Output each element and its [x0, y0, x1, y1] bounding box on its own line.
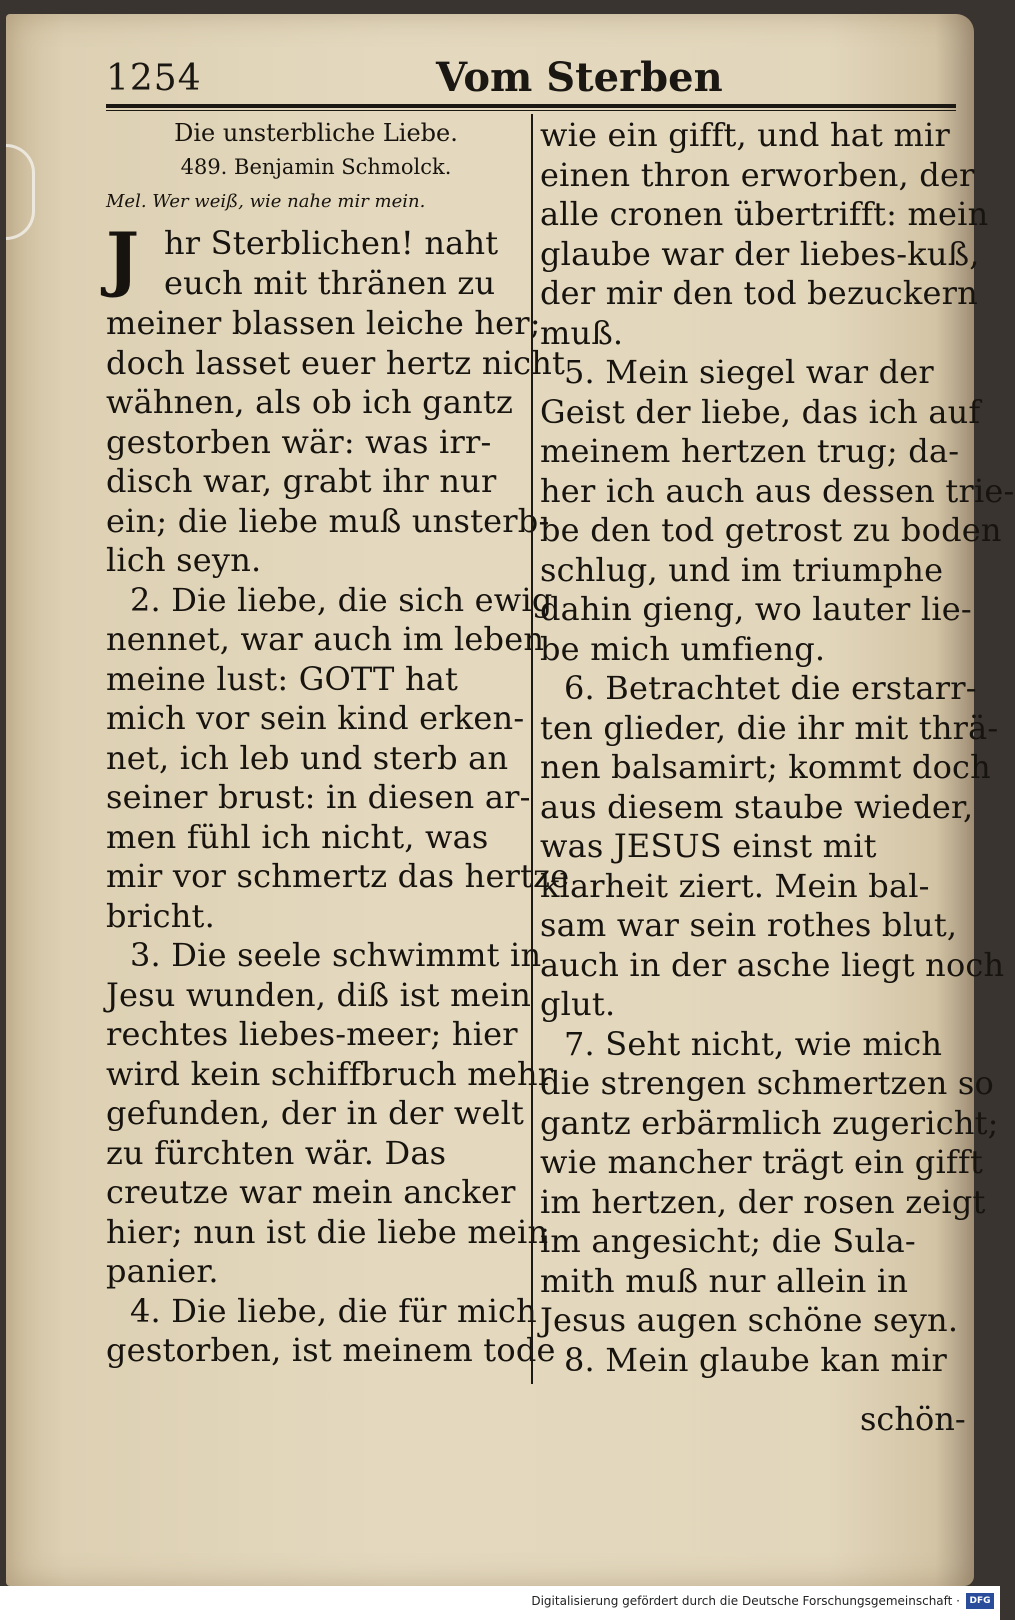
text-line: dahin gieng, wo lauter lie- — [540, 590, 972, 628]
text-line: die strengen schmertzen so — [540, 1064, 995, 1102]
text-line: sam war sein rothes blut, — [540, 906, 958, 944]
text-line: wie ein gifft, und hat mir — [540, 116, 950, 154]
melody-line: Mel. Wer weiß, wie nahe mir mein. — [106, 191, 426, 212]
text-line: disch war, grabt ihr nur — [106, 462, 497, 500]
text-line: auch in der asche liegt noch — [540, 945, 1005, 984]
text-line: lich seyn. — [106, 541, 262, 579]
text-line: 5. Mein siegel war der — [564, 353, 934, 391]
text-line: doch lasset euer hertz nicht — [106, 343, 566, 382]
text-line: hier; nun ist die liebe mein — [106, 1212, 549, 1251]
text-line: der mir den tod bezuckern — [540, 274, 978, 312]
text-line: gestorben, ist meinem tode — [106, 1331, 556, 1369]
text-line: Geist der liebe, das ich auf — [540, 392, 981, 431]
text-line: einen thron erworben, der — [540, 155, 975, 194]
text-line: Jesu wunden, diß ist mein — [106, 975, 532, 1014]
text-line: seiner brust: in diesen ar- — [106, 778, 531, 816]
text-line: aus diesem staube wieder, — [540, 787, 974, 826]
text-line: creutze war mein ancker — [106, 1173, 516, 1211]
dfg-logo-icon: DFG — [966, 1593, 994, 1609]
text-line: wähnen, als ob ich gantz — [106, 383, 514, 421]
text-line: wie mancher trägt ein gifft — [540, 1143, 984, 1181]
text-line: 8. Mein glaube kan mir — [564, 1340, 947, 1379]
text-line: was JESUS einst mit — [540, 827, 877, 865]
text-line: zu fürchten wär. Das — [106, 1133, 447, 1172]
text-line: mich vor sein kind erken- — [106, 699, 525, 737]
text-line: im hertzen, der rosen zeigt — [540, 1182, 986, 1221]
text-line: net, ich leb und sterb an — [106, 738, 509, 777]
running-title: Vom Sterben — [436, 54, 723, 101]
text-line: gantz erbärmlich zugericht; — [540, 1103, 999, 1142]
page-header — [106, 54, 956, 106]
right-text-lines — [540, 116, 1015, 1380]
text-line: gefunden, der in der welt — [106, 1094, 525, 1132]
text-line: glaube war der liebes-kuß, — [540, 234, 980, 273]
text-line: klarheit ziert. Mein bal- — [540, 866, 930, 905]
text-line: schlug, und im triumphe — [540, 550, 944, 589]
right-column — [540, 116, 1015, 1380]
header-rule — [106, 104, 956, 108]
text-line: 3. Die seele schwimmt in — [130, 936, 542, 974]
text-line: alle cronen übertrifft: mein — [540, 195, 989, 233]
catchword: schön- — [860, 1400, 966, 1438]
text-line: 6. Betrachtet die erstarr- — [564, 669, 977, 707]
hymn-number-author: 489. Benjamin Schmolck. — [180, 155, 452, 179]
text-line: ein; die liebe muß unsterb- — [106, 501, 550, 540]
text-line: her ich auch aus dessen trie- — [540, 471, 1015, 510]
text-line: Jesus augen schöne seyn. — [540, 1301, 959, 1339]
text-line: 2. Die liebe, die sich ewig — [130, 580, 553, 619]
text-line: 7. Seht nicht, wie mich — [564, 1024, 943, 1063]
text-line: muß. — [540, 313, 624, 352]
text-line: panier. — [106, 1252, 219, 1290]
hymn-opening — [106, 217, 526, 303]
paper-clip — [6, 144, 35, 240]
text-line: gestorben wär: was irr- — [106, 422, 492, 461]
text-line: ten glieder, die ihr mit thrä- — [540, 708, 999, 747]
text-line: wird kein schiffbruch mehr — [106, 1054, 554, 1093]
drop-cap: J — [106, 217, 140, 300]
text-line: meiner blassen leiche her; — [106, 304, 541, 342]
text-line: meinem hertzen trug; da- — [540, 432, 960, 470]
text-line: nen balsamirt; kommt doch — [540, 748, 991, 786]
left-text-lines — [106, 304, 570, 1371]
text-line: glut. — [540, 985, 616, 1023]
text-line: hr Sterblichen! naht — [164, 224, 499, 262]
text-line: meine lust: GOTT hat — [106, 659, 459, 698]
header-rule-thin — [106, 110, 956, 111]
text-line: 4. Die liebe, die für mich — [130, 1291, 537, 1330]
column-divider — [531, 114, 533, 1384]
text-line: mir vor schmertz das hertze — [106, 857, 570, 895]
footer-credit: Digitalisierung gefördert durch die Deutsche Forschungsgemeinschaft · — [531, 1594, 960, 1608]
text-line: rechtes liebes-meer; hier — [106, 1015, 518, 1053]
text-line: bricht. — [106, 896, 215, 935]
text-line: nennet, war auch im leben — [106, 620, 545, 658]
text-line: mith muß nur allein in — [540, 1261, 909, 1300]
left-column — [106, 116, 570, 1371]
hymn-title: Die unsterbliche Liebe. — [174, 119, 458, 147]
page-number: 1254 — [106, 58, 202, 99]
text-line: be mich umfieng. — [540, 629, 826, 668]
text-line: euch mit thränen zu — [164, 263, 496, 302]
text-line: men fühl ich nicht, was — [106, 817, 489, 856]
text-line: be den tod getrost zu boden — [540, 511, 1002, 549]
digitization-footer — [0, 1586, 1000, 1620]
text-line: im angesicht; die Sula- — [540, 1222, 916, 1260]
